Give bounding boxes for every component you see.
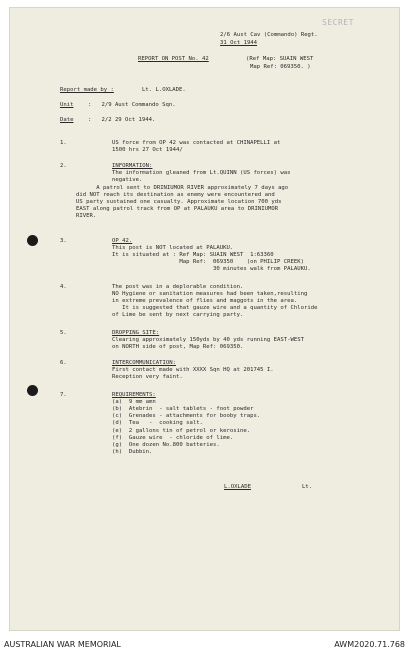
made-by-value: Lt. L.OXLADE.	[142, 87, 186, 93]
secret-stamp: SECRET	[322, 18, 354, 27]
signature-name: L.OXLADE	[224, 484, 251, 490]
requirement-item: (e) 2 gallons tin of petrol or kerosine.	[112, 428, 251, 434]
unit-label: Unit	[60, 102, 74, 108]
section-2-line: US party sustained one casualty. Approximate location 700 yds	[76, 199, 282, 205]
section-5-heading: DROPPING SITE:	[112, 330, 160, 336]
section-2-number: 2.	[60, 163, 67, 169]
section-2-line: EAST along patrol track from OP at PALAUKU area to DRINIUMOR	[76, 206, 279, 212]
section-4-line: of Lime be sent by next carrying party.	[112, 312, 244, 318]
footer-source: AUSTRALIAN WAR MEMORIAL	[4, 640, 121, 649]
report-title: REPORT ON POST No. 42	[138, 56, 209, 62]
header-date: 31 Oct 1944	[220, 40, 258, 46]
section-2-line: negative.	[112, 177, 143, 183]
requirement-item: (f) Gauze wire - chloride of lime.	[112, 435, 234, 441]
section-4-line: The post was in a deplorable condition.	[112, 284, 244, 290]
section-2-heading: INFORMATION:	[112, 163, 153, 169]
signature-rank: Lt.	[302, 484, 313, 490]
section-5-number: 5.	[60, 330, 67, 336]
requirement-item: (a) 9 mm amn	[112, 399, 156, 405]
section-3-number: 3.	[60, 238, 67, 244]
footer-accession-number: AWM2020.71.768	[334, 640, 405, 649]
requirement-item: (b) Atebrin - salt tablets - foot powder	[112, 406, 254, 412]
section-3-line: This post is NOT located at PALAUKU.	[112, 245, 234, 251]
section-7-number: 7.	[60, 392, 67, 398]
section-3-heading: OP 42.	[112, 238, 133, 244]
section-4-line: in extreme prevalence of flies and maggots in the area.	[112, 298, 298, 304]
section-3-line: 30 minutes walk from PALAUKU.	[112, 266, 311, 272]
ref-map: (Ref Map: SUAIN WEST	[246, 56, 314, 62]
requirement-item: (g) One dozen No.800 batteries.	[112, 442, 220, 448]
section-2-line: The information gleaned from Lt.QUINN (US forces) was	[112, 170, 291, 176]
section-1-number: 1.	[60, 140, 67, 146]
section-7-heading: REQUIREMENTS:	[112, 392, 156, 398]
requirement-item: (h) Dubbin.	[112, 449, 153, 455]
section-1-line: US force from OP 42 was contacted at CHINAPELLI at	[112, 140, 281, 146]
section-5-line: on NORTH side of post, Map Ref: 069350.	[112, 344, 244, 350]
punch-hole-top	[27, 235, 38, 246]
section-2-line: did NOT reach its destination as enemy were encountered and	[76, 192, 275, 198]
section-6-line: Reception very faint.	[112, 374, 183, 380]
made-by-label: Report made by :	[60, 87, 114, 93]
requirement-item: (c) Grenades - attachments for booby traps.	[112, 413, 261, 419]
section-4-line: It is suggested that gauze wire and a quantity of Chloride	[112, 305, 318, 311]
section-6-number: 6.	[60, 360, 67, 366]
section-3-line: It is situated at : Ref Map: SUAIN WEST 1:63360	[112, 252, 274, 258]
section-6-line: First contact made with XXXX Sqn HQ at 201745 I.	[112, 367, 274, 373]
section-5-line: Clearing approximately 150yds by 40 yds running EAST-WEST	[112, 337, 304, 343]
section-3-line: Map Ref: 069350 (on PHILIP CREEK)	[112, 259, 304, 265]
date-value: : 2/2 29 Oct 1944.	[88, 117, 156, 123]
punch-hole-bottom	[27, 385, 38, 396]
map-ref: Map Ref: 069350. )	[250, 64, 311, 70]
section-2-line: RIVER.	[76, 213, 97, 219]
section-2-line: A patrol sent to DRINIUMOR RIVER approximately 7 days ago	[76, 185, 289, 191]
date-label: Date	[60, 117, 74, 123]
section-4-number: 4.	[60, 284, 67, 290]
section-6-heading: INTERCOMMUNICATION:	[112, 360, 176, 366]
section-1-line: 1500 hrs 27 Oct 1944/	[112, 147, 183, 153]
section-4-line: NO Hygiene or sanitation measures had been taken,resulting	[112, 291, 308, 297]
regiment-line: 2/6 Aust Cav (Commando) Regt.	[220, 32, 318, 38]
unit-value: : 2/9 Aust Commando Sqn.	[88, 102, 176, 108]
footer-bar	[0, 637, 409, 653]
requirement-item: (d) Tea - cooking salt.	[112, 420, 203, 426]
